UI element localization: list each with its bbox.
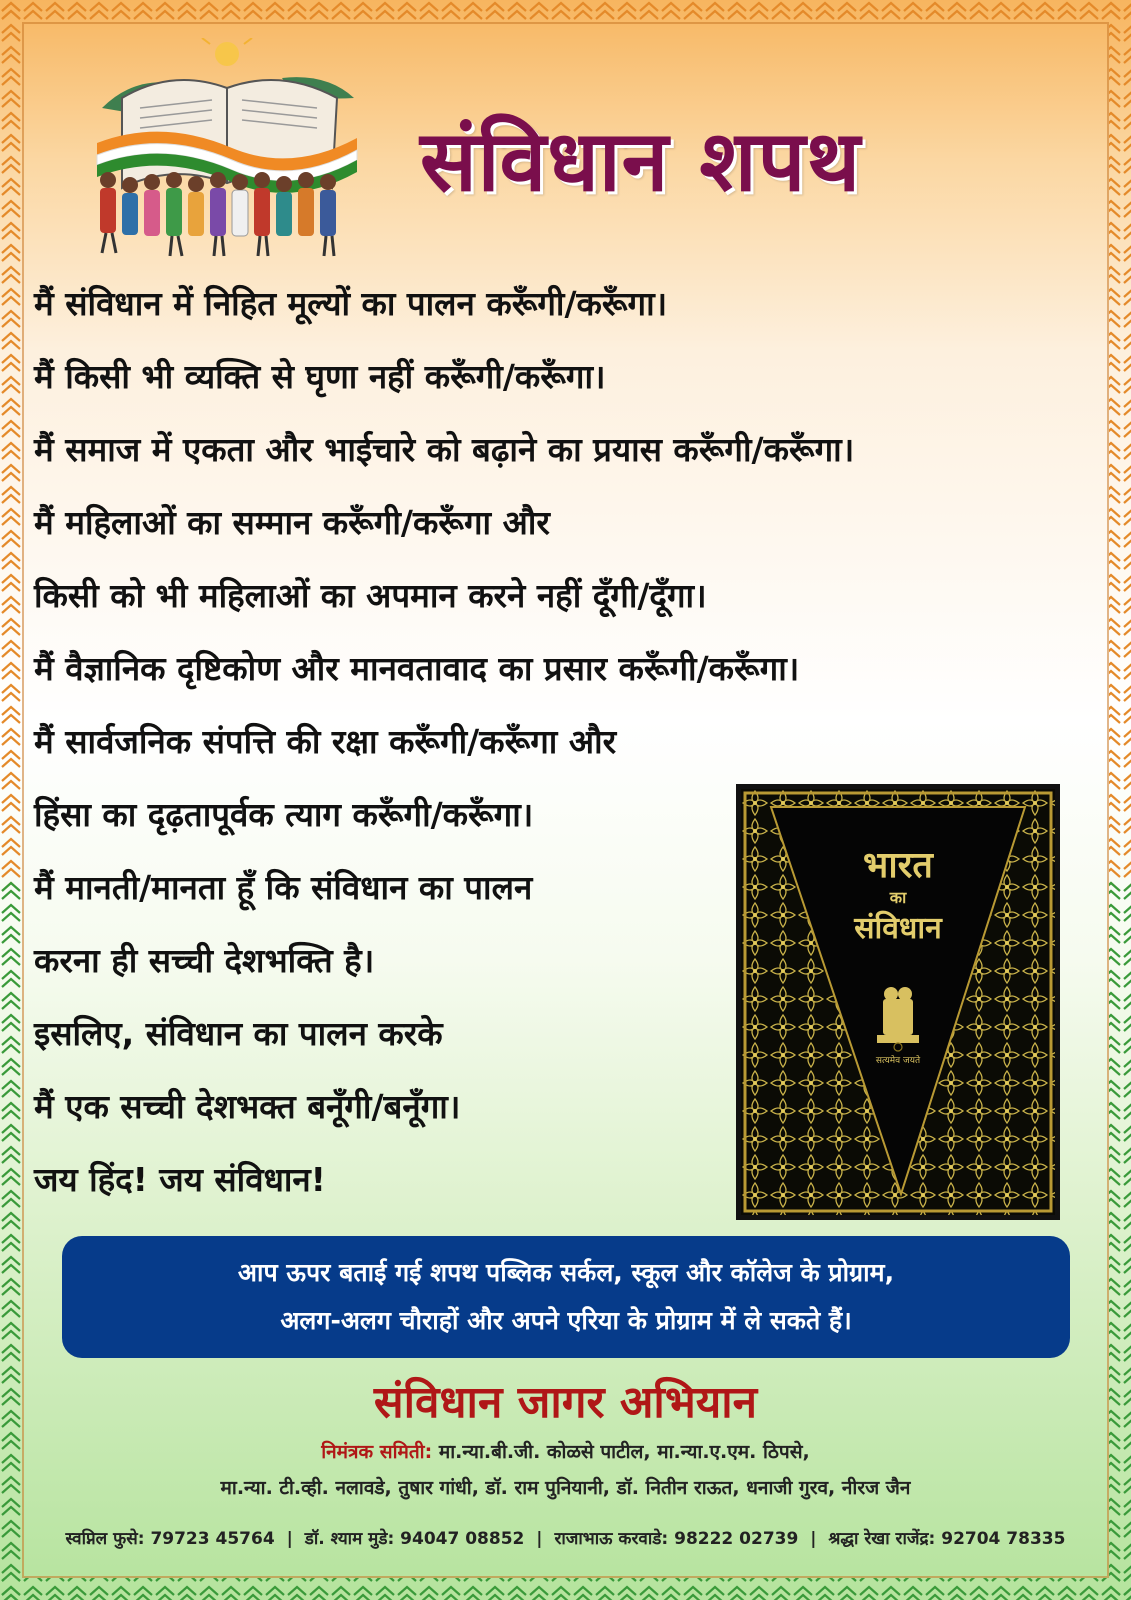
- oath-line: जय हिंद! जय संविधान!: [34, 1160, 326, 1199]
- info-line: आप ऊपर बताई गई शपथ पब्लिक सर्कल, स्कूल और कॉलेज के प्रोग्राम,: [237, 1258, 895, 1287]
- contact-item: राजाभाऊ करवाडे: 98222 02739: [554, 1529, 799, 1549]
- oath-line: मैं महिलाओं का सम्मान करूँगी/करूँगा और: [34, 503, 550, 542]
- contact-item: श्रद्धा रेखा राजेंद्र: 92704 78335: [828, 1529, 1066, 1549]
- info-line: अलग-अलग चौराहों और अपने एरिया के प्रोग्राम में ले सकते हैं।: [280, 1306, 852, 1335]
- contact-list: [0, 1526, 1131, 1549]
- oath-line: करना ही सच्ची देशभक्ति है।: [34, 941, 375, 980]
- oath-line: हिंसा का दृढ़तापूर्वक त्याग करूँगी/करूँगा।: [34, 795, 534, 834]
- campaign-title: संविधान जागर अभियान: [373, 1377, 758, 1428]
- constitution-book-cover: [736, 784, 1060, 1220]
- emblem-caption: सत्यमेव जयते: [875, 1056, 921, 1066]
- oath-line: मैं वैज्ञानिक दृष्टिकोण और मानवतावाद का प्रसार करूँगी/करूँगा।: [34, 649, 800, 688]
- book-title-line1: भारत: [863, 844, 933, 886]
- contact-item: डॉ. श्याम मुडे: 94047 08852: [304, 1529, 525, 1549]
- contact-item: स्वप्निल फुसे: 79723 45764: [65, 1529, 275, 1549]
- separator: |: [810, 1529, 817, 1549]
- page-title: संविधान शपथ: [420, 111, 862, 210]
- separator: |: [536, 1529, 543, 1549]
- oath-line: इसलिए, संविधान का पालन करके: [34, 1014, 443, 1053]
- book-title-line3: संविधान: [854, 911, 942, 946]
- sun-icon: [202, 38, 252, 66]
- oath-line: मैं मानती/मानता हूँ कि संविधान का पालन: [34, 868, 533, 907]
- info-box: [62, 1236, 1070, 1358]
- oath-line: मैं समाज में एकता और भाईचारे को बढ़ाने का प्रयास करूँगी/करूँगा।: [34, 430, 855, 469]
- oath-line: मैं संविधान में निहित मूल्यों का पालन करूँगी/करूँगा।: [34, 284, 668, 323]
- separator: |: [286, 1529, 293, 1549]
- crowd-illustration: [100, 172, 336, 256]
- committee-label: निमंत्रक समिती:: [321, 1441, 433, 1463]
- committee-members: मा.न्या. टी.व्ही. नलावडे, तुषार गांधी, डॉ. राम पुनियानी, डॉ. नितीन राऊत, धनाजी गुरव, नीरज जैन: [220, 1477, 911, 1499]
- oath-line: मैं सार्वजनिक संपत्ति की रक्षा करूँगी/करूँगा और: [34, 722, 617, 761]
- oath-line: मैं किसी भी व्यक्ति से घृणा नहीं करूँगी/करूँगा।: [34, 357, 606, 396]
- constitution-people-illustration: [92, 38, 362, 260]
- oath-line: मैं एक सच्ची देशभक्त बनूँगी/बनूँगा।: [34, 1087, 461, 1126]
- book-title-line2: का: [889, 888, 907, 907]
- organizing-committee: [0, 1434, 1131, 1506]
- oath-line: किसी को भी महिलाओं का अपमान करने नहीं दूँगी/दूँगा।: [34, 576, 707, 615]
- committee-members: मा.न्या.बी.जी. कोळसे पाटील, मा.न्या.ए.एम. ठिपसे,: [438, 1441, 810, 1463]
